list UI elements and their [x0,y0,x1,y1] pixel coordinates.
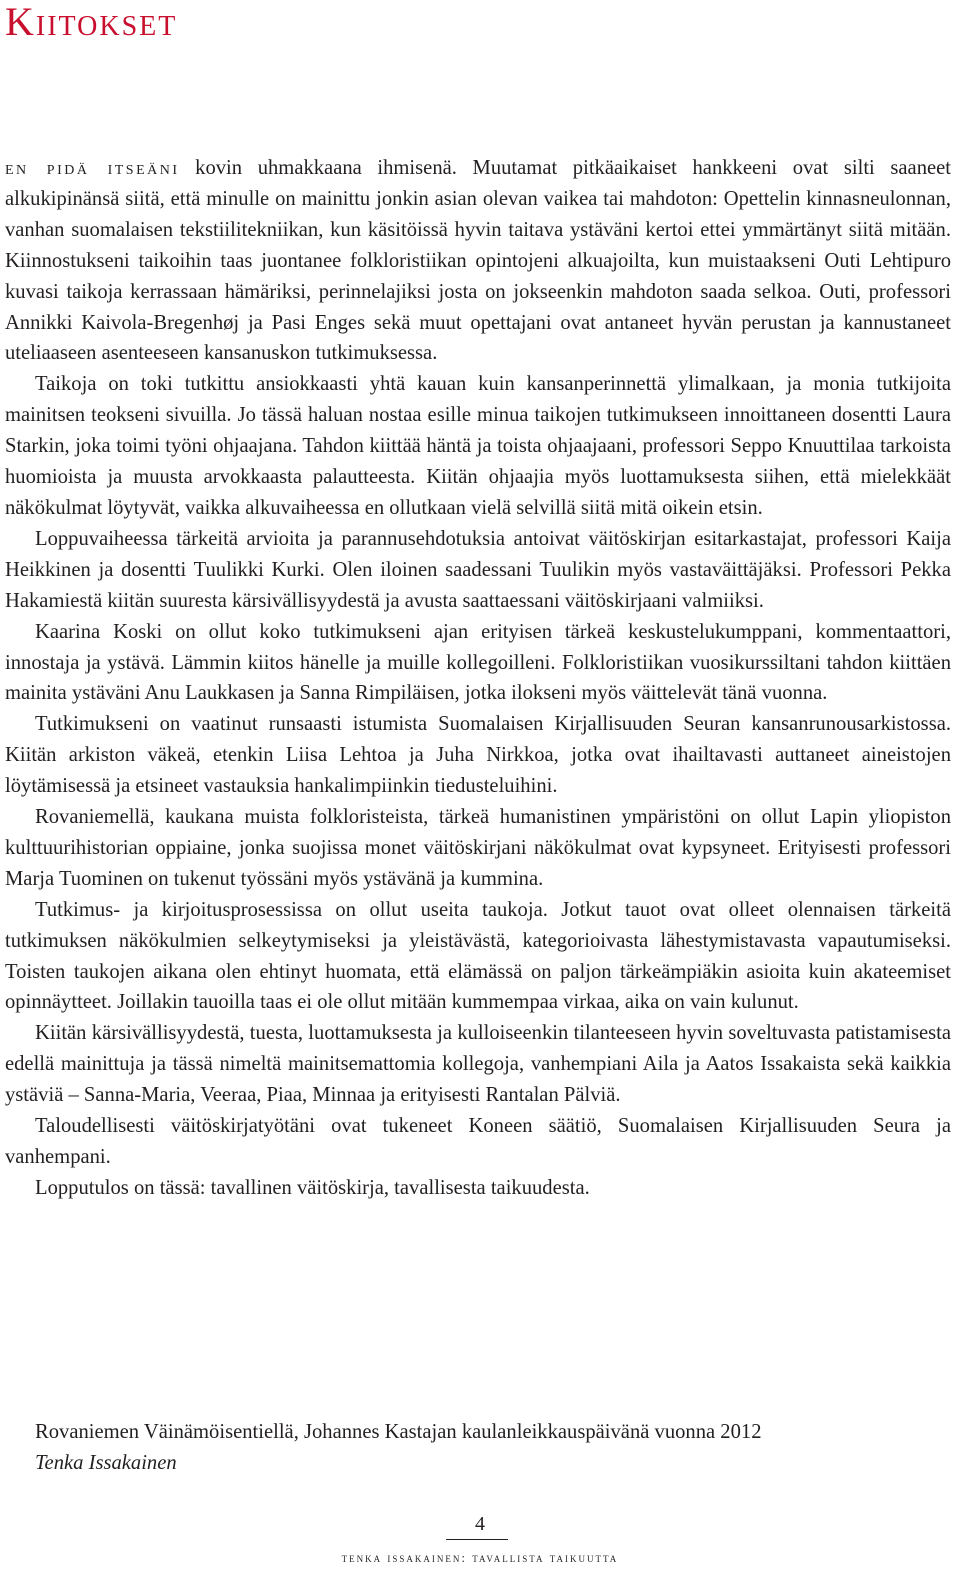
paragraph-1-text: kovin uhmakkaana ihmisenä. Muutamat pitkäaikaiset hankkeeni ovat silti saaneet alkukipinänsä siitä, että minulle on mainittu jonkin asian olevan vaikea tai mahdoton: Opettelin kinnasneulonnan, vanhan suomalaisen tekstiilitekniikan, kun käsitöissä hyvin taitava ystäväni kertoi ettei ymmärtänyt siitä mitään. Kiinnostukseni taikoihin taas juontanee folkloristiikan opintojeni alkuajoilta, kun muistaakseni Outi Lehtipuro kuvasi taikoja kerrassaan hämäriksi, perinnelajiksi josta on jokseenkin mahdoton saada selkoa. Outi, professori Annikki Kaivola-Bregenhøj ja Pasi Enges sekä muut opettajani ovat antaneet hyvän perustan ja kannustaneet uteliaaseen asenteeseen kansanuskon tutkimuksessa. [5,157,951,365]
running-footer: tenka issakainen: tavallista taikuutta [341,1550,619,1565]
signature-name: Tenka Issakainen [35,1452,177,1474]
acknowledgements-body [5,153,951,1204]
paragraph-6: Rovaniemellä, kaukana muista folkloristeista, tärkeä humanistinen ympäristöni on ollut Lapin yliopiston kulttuurihistorian oppiaine, jonka suojissa monet väitöskirjani näkökulmat ovat kypsyneet. Erityisesti professori Marja Tuominen on tukenut työssäni myös ystävänä ja kummina. [5,806,951,890]
signature-block [35,1417,935,1479]
paragraph-7: Tutkimus- ja kirjoitusprosessissa on ollut useita taukoja. Jotkut tauot ovat olleet olennaisen tärkeitä tutkimuksen näkökulmien selkeytymiseksi ja yleistävästä, kategorioivasta lähestymistavasta vapautumiseksi. Toisten taukojen aikana olen ehtinyt huomata, että elämässä on paljon tärkeämpiäkin asioita kuin akateemiset opinnäytteet. Joillakin tauoilla taas ei ole ollut mitään kummempaa virkaa, aika on vain kulunut. [5,898,951,1014]
paragraph-9: Taloudellisesti väitöskirjatyötäni ovat tukeneet Koneen säätiö, Suomalaisen Kirjallisuuden Seura ja vanhempani. [5,1115,951,1168]
paragraph-2: Taikoja on toki tutkittu ansiokkaasti yhtä kauan kuin kansanperinnettä ylimalkaan, ja monia tutkijoita mainitsen teokseni sivuilla. Jo tässä haluan nostaa esille minua taikojen tutkimukseen innoittaneen dosentti Laura Starkin, joka toimi työni ohjaajana. Tahdon kiittää häntä ja toista ohjaajaani, professori Seppo Knuuttilaa tarkoista huomioista ja muusta arvokkaasta palautteesta. Kiitän ohjaajia myös luottamuksesta siihen, että mielekkäät näkökulmat löytyvät, vaikka alkuvaiheessa en ollutkaan vielä selvillä siitä mitä oikein etsin. [5,373,951,519]
page-number-rule [446,1539,508,1540]
paragraph-8: Kiitän kärsivällisyydestä, tuesta, luottamuksesta ja kulloiseenkin tilanteeseen hyvin soveltuvasta patistamisesta edellä mainittuja ja tässä nimeltä mainitsemattomia kollegoja, vanhempiani Aila ja Aatos Issakaista sekä kaikkia ystäviä – Sanna-Maria, Veeraa, Piaa, Minnaa ja erityisesti Rantalan Pälviä. [5,1022,951,1107]
paragraph-5: Tutkimukseni on vaatinut runsaasti istumista Suomalaisen Kirjallisuuden Seuran kansanrunousarkistossa. Kiitän arkiston väkeä, etenkin Liisa Lehtoa ja Juha Nirkkoa, jotka ovat ihailtavasti auttaneet aineistojen löytämisessä ja etsineet vastauksia hankalimpiinkin tiedusteluihini. [5,713,951,798]
page-title: Kiitokset [5,0,178,44]
page-number: 4 [475,1513,485,1535]
paragraph-4: Kaarina Koski on ollut koko tutkimukseni ajan erityisen tärkeä keskustelukumppani, kommentaattori, innostaja ja ystävä. Lämmin kiitos hänelle ja muille kollegoilleni. Folkloristiikan vuosikurssiltani tahdon kiittäen mainita ystäväni Anu Laukkasen ja Sanna Rimpiläisen, jotka ilokseni myös väittelevät tänä vuonna. [5,620,951,705]
paragraph-1 [5,153,951,369]
paragraph-10: Lopputulos on tässä: tavallinen väitöskirja, tavallisesta taikuudesta. [35,1176,590,1199]
lead-in-small-caps: en pidä itseäni [5,157,180,179]
signature-place-date: Rovaniemen Väinämöisentiellä, Johannes Kastajan kaulanleikkauspäivänä vuonna 2012 [35,1421,762,1443]
paragraph-3: Loppuvaiheessa tärkeitä arvioita ja parannusehdotuksia antoivat väitöskirjan esitarkastajat, professori Kaija Heikkinen ja dosentti Tuulikki Kurki. Olen iloinen saadessani Tuulikin myös vastaväittäjäksi. Professori Pekka Hakamiestä kiitän suuresta kärsivällisyydestä ja avusta saattaessani väitöskirjaani valmiiksi. [5,527,951,612]
